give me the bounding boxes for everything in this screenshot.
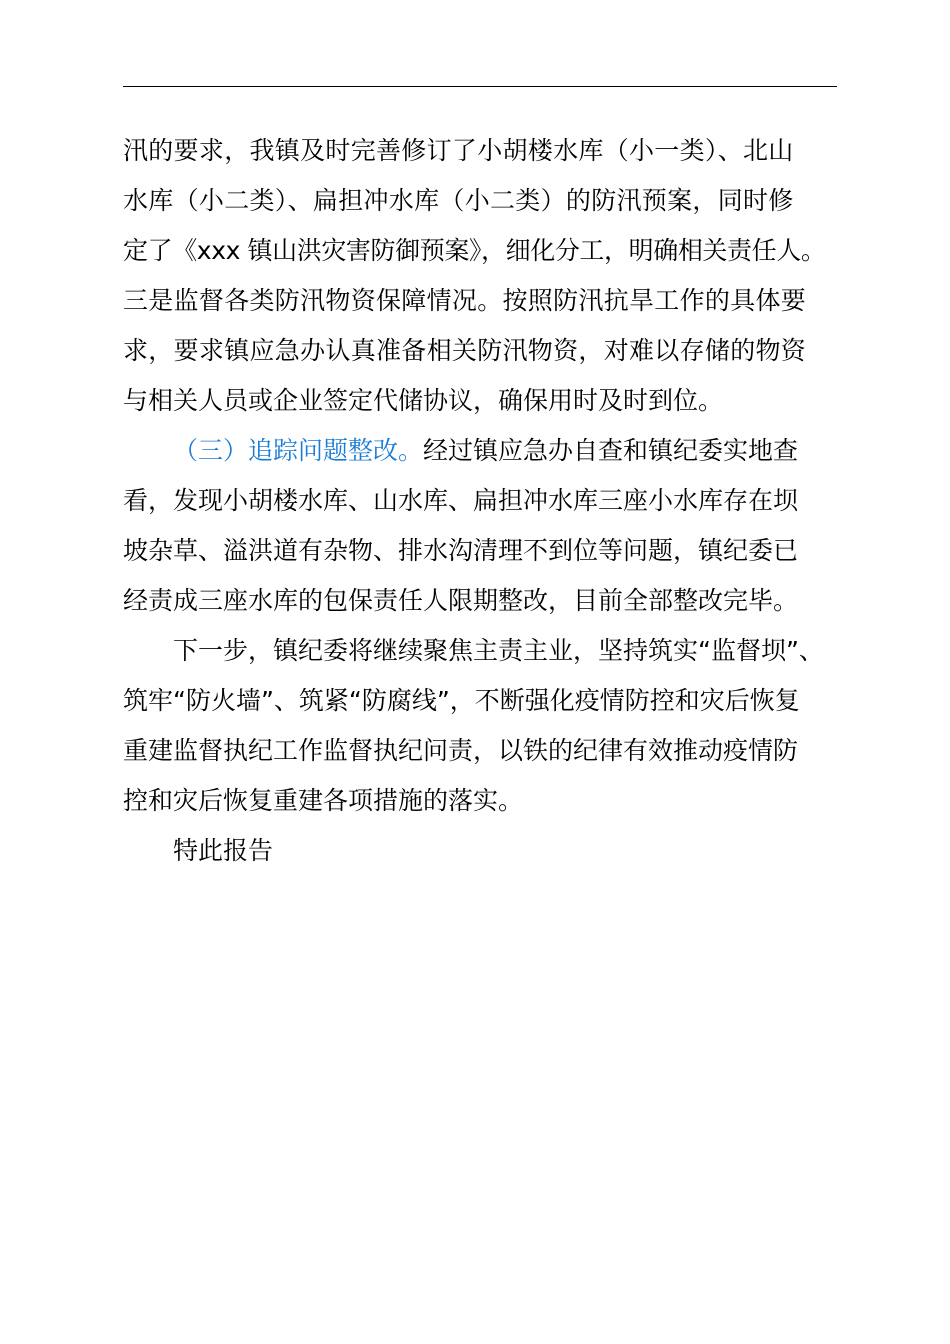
text-line [123,426,848,476]
paragraph-next-steps [123,626,848,826]
paragraph-flood-preparedness [123,126,848,426]
text-line: 看，发现小胡楼水库、山水库、扁担冲水库三座小水库存在坝 [123,486,799,515]
header-rule [123,86,837,87]
text-line: 求，要求镇应急办认真准备相关防汛物资，对难以存储的物资 [123,336,807,365]
closing-statement: 特此报告 [173,836,274,865]
text-line: 三是监督各类防汛物资保障情况。按照防汛抗旱工作的具体要 [123,286,807,315]
text-line: 重建监督执纪工作监督执纪问责，以铁的纪律有效推动疫情防 [123,736,799,765]
text-line: 控和灾后恢复重建各项措施的落实。 [123,786,524,815]
text-span: 经过镇应急办自查和镇纪委实地查 [423,436,799,465]
text-line: 定了《xxx 镇山洪灾害防御预案》，细化分工，明确相关责任人。 [123,236,826,265]
paragraph-issue-rectification [123,426,848,626]
text-line: 筑牢“防火墙”、筑紧“防腐线”，不断强化疫情防控和灾后恢复 [123,686,800,715]
text-line: 下一步，镇纪委将继续聚焦主责主业，坚持筑实“监督坝”、 [173,636,824,665]
text-line: 坡杂草、溢洪道有杂物、排水沟清理不到位等问题，镇纪委已 [123,536,799,565]
text-line: 与相关人员或企业签定代储协议，确保用时及时到位。 [123,386,724,415]
text-line: 经责成三座水库的包保责任人限期整改，目前全部整改完毕。 [123,586,799,615]
text-line: 水库（小二类）、扁担冲水库（小二类）的防汛预案，同时修 [123,186,794,215]
section-heading: （三）追踪问题整改。 [173,436,424,465]
document-body [123,126,848,876]
text-line: 汛的要求，我镇及时完善修订了小胡楼水库（小一类）、北山 [123,136,794,165]
